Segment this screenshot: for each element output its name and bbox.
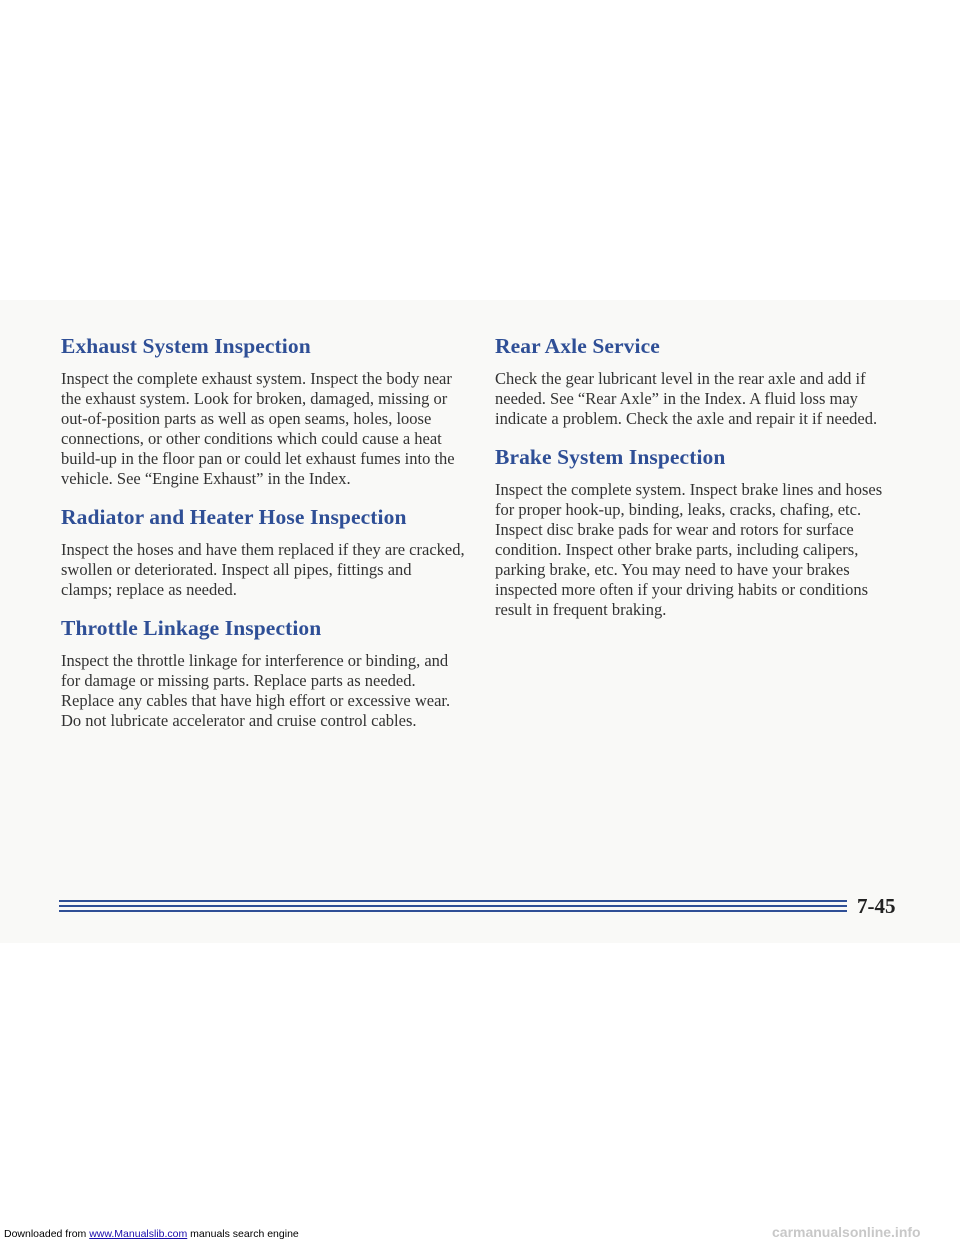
section-radiator-heater-hose (61, 503, 466, 600)
section-heading: Radiator and Heater Hose Inspection (61, 505, 407, 529)
manualslib-link[interactable]: www.Manualslib.com (89, 1228, 188, 1240)
section-heading: Throttle Linkage Inspection (61, 616, 322, 640)
page-number: 7-45 (857, 894, 896, 918)
left-column (61, 332, 466, 745)
download-footer (4, 1228, 299, 1240)
footer-rule (59, 900, 847, 912)
section-body: Inspect the complete exhaust system. Inspect the body near the exhaust system. Look for broken, damaged, missing or out-of-position parts as well as open seams, holes, loose connections, or other conditions which could cause a heat build-up in the floor pan or could let exhaust fumes into the vehicle. See “Engine Exhaust” in the Index. (61, 369, 455, 488)
footer-suffix: manuals search engine (187, 1228, 299, 1240)
section-brake-system (495, 443, 905, 620)
section-body: Inspect the complete system. Inspect brake lines and hoses for proper hook-up, binding, leaks, cracks, chafing, etc. Inspect disc brake pads for wear and rotors for surface condition. Inspect other brake parts, including calipers, parking brake, etc. You may need to have your brakes inspected more often if your driving habits or conditions result in frequent braking. (495, 480, 883, 619)
right-column (495, 332, 905, 634)
section-rear-axle (495, 332, 905, 429)
rule-line (59, 910, 847, 912)
section-heading: Exhaust System Inspection (61, 334, 311, 358)
rule-line (59, 900, 847, 902)
manual-page (0, 300, 960, 943)
section-throttle-linkage (61, 614, 466, 731)
footer-prefix: Downloaded from (4, 1228, 90, 1240)
section-exhaust-system (61, 332, 466, 489)
watermark: carmanualsonline.info (772, 1224, 921, 1240)
section-body: Check the gear lubricant level in the rear axle and add if needed. See “Rear Axle” in the Index. A fluid loss may indicate a problem. Check the axle and repair it if needed. (495, 369, 878, 428)
section-body: Inspect the throttle linkage for interference or binding, and for damage or missing parts. Replace parts as needed. Replace any cables that have high effort or excessive wear. Do not lubricate accelerator and cruise control cables. (61, 651, 451, 730)
rule-line (59, 905, 847, 907)
section-heading: Rear Axle Service (495, 334, 660, 358)
section-heading: Brake System Inspection (495, 445, 726, 469)
section-body: Inspect the hoses and have them replaced if they are cracked, swollen or deteriorated. Inspect all pipes, fittings and clamps; replace as needed. (61, 540, 465, 599)
